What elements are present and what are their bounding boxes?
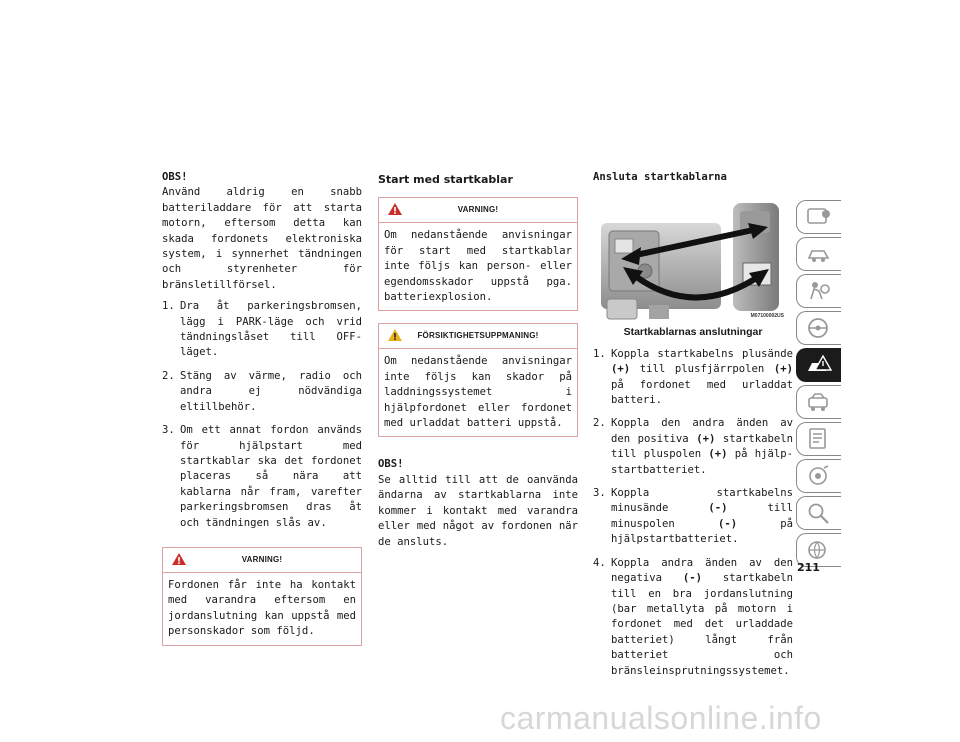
step-list	[162, 299, 362, 531]
column-3	[593, 170, 793, 687]
obs-text: Se alltid till att de oanvända ändarna av startkablarna inte kommer i kontakt med varandra eller med något av fordonen när de ansluts.	[378, 473, 578, 548]
list-item: 1. Dra åt parkeringsbromsen, lägg i PARK-läge och vrid tändningslåset till OFF-läget.	[162, 300, 362, 359]
list-item: 2. Koppla den andra änden av den positiva (+) startkabeln till pluspolen (+) på hjälpstartbatteriet.	[593, 417, 794, 476]
warning-triangle-icon	[387, 202, 403, 216]
caution-box-header	[379, 324, 577, 349]
section-title: Start med startkablar	[378, 173, 513, 186]
car-safety-icon	[806, 242, 832, 266]
car-service-icon	[806, 390, 832, 414]
figure-caption: Startkablarnas anslutningar	[623, 326, 763, 339]
caution-box	[378, 323, 578, 437]
nav-tab-multimedia[interactable]	[796, 459, 841, 493]
page-number: 211	[797, 561, 820, 574]
warning-box-title: VARNING!	[457, 205, 499, 215]
language-icon	[806, 538, 832, 562]
caution-box-title: FÖRSIKTIGHETSUPPMANING!	[417, 331, 539, 341]
figure-code: M07100002US	[750, 313, 784, 320]
maintenance-list-icon	[806, 427, 832, 451]
caution-box-text: Om nedanstående anvisningar inte följs kan skador på laddningssystemet i hjälpfordonet eller fordonet med urladdat batteri uppstå.	[384, 355, 572, 430]
caution-triangle-icon	[387, 328, 403, 342]
step-list	[593, 347, 793, 679]
steering-wheel-icon	[806, 316, 832, 340]
nav-tab-airbag[interactable]	[796, 274, 841, 308]
list-item: 3. Om ett annat fordon används för hjälpstart med startkablar ska det fordonet placeras så nära att kablarna når fram, varefter parkeringsbromsen dras åt och tändningen slås av.	[162, 424, 362, 529]
nav-tab-service[interactable]	[796, 385, 841, 419]
nav-tab-specifications[interactable]	[796, 422, 841, 456]
warning-triangle-icon	[171, 552, 187, 566]
nav-tab-dashboard[interactable]	[796, 200, 841, 234]
warning-box-header	[379, 198, 577, 223]
column-2	[378, 170, 578, 550]
obs-text: Använd aldrig en snabb batteriladdare för att starta motorn, eftersom detta kan skada fordonets elektroniska system, i synnerhet tändningen och styrenheter för bränsletillförsel.	[162, 186, 362, 291]
multimedia-icon	[806, 464, 832, 488]
list-item: 1. Koppla startkabelns plusände (+) till plusfjärrpolen (+) på fordonet med urladdat batteri.	[593, 347, 793, 407]
column-1	[162, 170, 362, 646]
list-item: 2. Stäng av värme, radio och andra ej nödvändiga eltillbehör.	[162, 369, 362, 413]
obs-title: OBS!	[378, 458, 404, 471]
battery-connection-illustration	[593, 201, 788, 321]
dashboard-info-icon	[806, 205, 832, 229]
warning-box-text: Om nedanstående anvisningar för start med startkablar inte följs kan person- eller egendomsskador uppstå pga. batteriexplosion.	[384, 229, 572, 304]
obs-title: OBS!	[162, 171, 188, 183]
subsection-title: Ansluta startkablarna	[593, 171, 727, 183]
jump-start-figure	[593, 201, 788, 321]
list-item: 4. Koppla andra änden av den negativa (-) startkabeln till en bra jordanslutning (bar metallyta på motorn i fordonet med det urladdade batteriet) långt från batteriet och bränsleinsprutningssystemet.	[593, 556, 793, 677]
search-index-icon	[806, 501, 832, 525]
airbag-icon	[806, 279, 832, 303]
list-item: 3. Koppla startkabelns minusände (-) till minuspolen (-) på hjälpstartbatteriet.	[593, 487, 793, 546]
nav-tab-index[interactable]	[796, 496, 841, 530]
watermark: carmanualsonline.info	[500, 700, 822, 736]
warning-box	[162, 547, 362, 646]
nav-tab-safety[interactable]	[796, 237, 841, 271]
hazard-emergency-icon	[806, 353, 832, 377]
nav-tab-emergency[interactable]	[796, 348, 841, 382]
warning-box	[378, 197, 578, 311]
warning-box-header	[163, 548, 361, 573]
nav-tab-driving[interactable]	[796, 311, 841, 345]
chapter-nav	[796, 200, 842, 570]
warning-box-text: Fordonen får inte ha kontakt med varandra eftersom en jordanslutning kan uppstå med personskador som följd.	[168, 578, 356, 638]
warning-box-title: VARNING!	[241, 554, 283, 564]
